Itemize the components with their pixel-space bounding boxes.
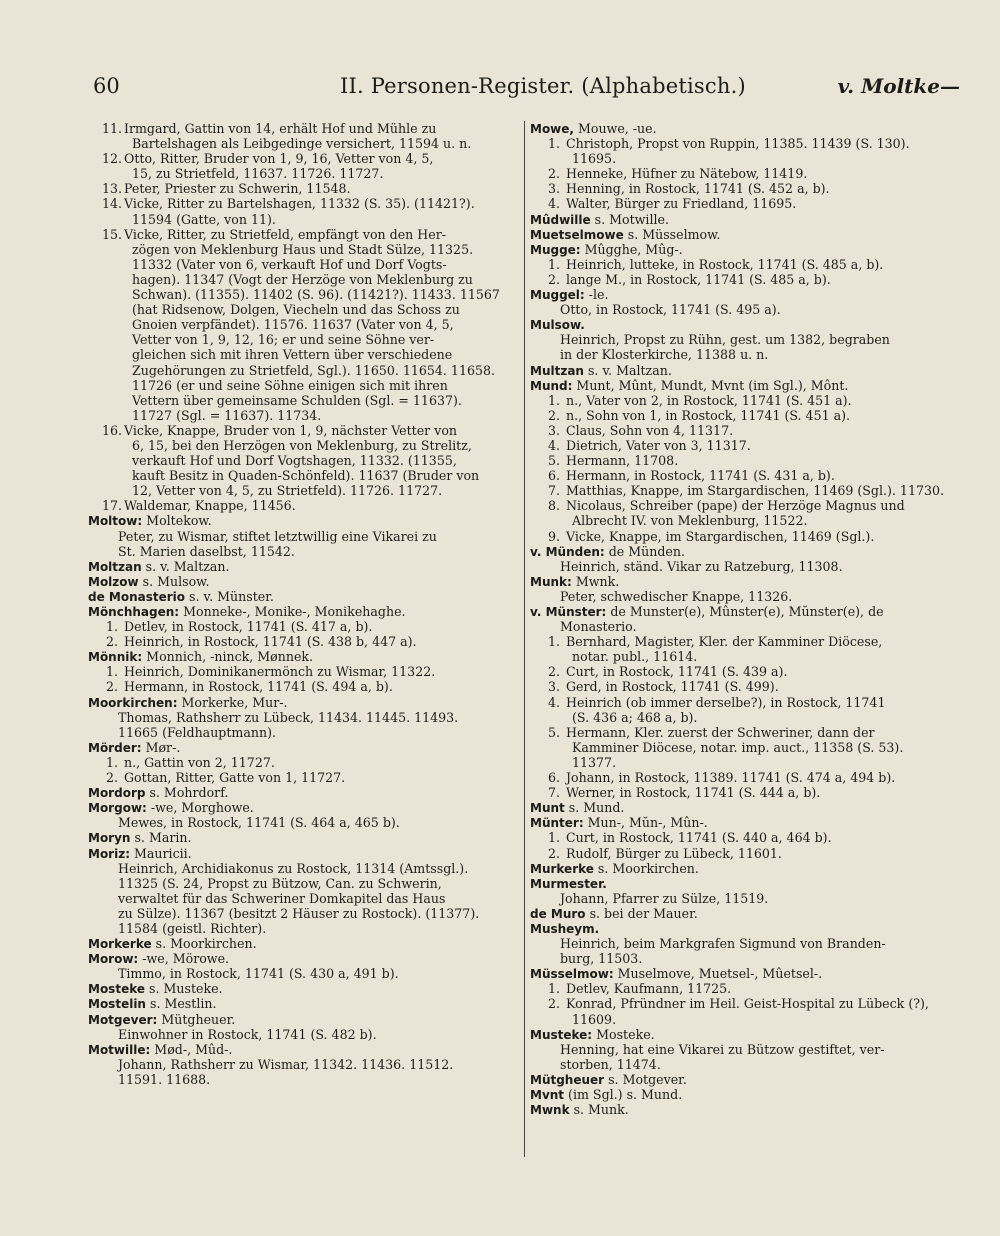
entry-text: Claus, Sohn von 4, 11317.: [566, 422, 734, 438]
person-entry: Monasterio.: [560, 619, 637, 635]
entry-text: Peter, Priester zu Schwerin, 11548.: [124, 181, 351, 197]
entry-text: Irmgard, Gattin von 14, erhält Hof und Mühle zu: [124, 121, 437, 136]
surname-variants: s. Mund.: [564, 800, 625, 816]
surname: v. Münster:: [530, 605, 607, 619]
entry-continuation: kauft Besitz in Quaden-Schönfeld). 11637 (Bruder von: [132, 468, 480, 484]
entry-number: 6.: [547, 770, 560, 786]
surname-heading: [88, 951, 518, 966]
surname-heading: [530, 966, 958, 981]
numbered-entry: [530, 679, 958, 694]
entry-number: 4.: [547, 196, 560, 212]
entry-number: 14.: [102, 196, 123, 212]
numbered-entry: [530, 996, 958, 1011]
surname-heading: [530, 1087, 958, 1102]
entry-text: Detlev, in Rostock, 11741 (S. 417 a, b).: [124, 619, 373, 635]
entry-number: 2.: [547, 664, 560, 680]
surname: Mvnt: [530, 1088, 565, 1102]
entry-continuation: Bartelshagen als Leibgedinge versichert, 11594 u. n.: [132, 136, 472, 152]
numbered-entry: [530, 830, 958, 845]
numbered-entry: [530, 981, 958, 996]
surname-heading: [88, 981, 518, 996]
surname: Muetselmowe: [530, 227, 624, 242]
left-column: [88, 121, 518, 1087]
surname-variants: Mûgghe, Mûg-.: [580, 241, 683, 257]
surname-variants: -we, Mörowe.: [138, 951, 230, 967]
entry-text: Vicke, Knappe, Bruder von 1, 9, nächster Vetter von: [124, 422, 458, 438]
surname-heading: [88, 800, 518, 815]
surname-heading: [530, 800, 958, 815]
surname-heading: [530, 574, 958, 589]
entry-number: 12.: [102, 151, 123, 167]
column-divider: [524, 121, 525, 1157]
numbered-entry: [530, 181, 958, 196]
person-entry: in der Klosterkirche, 11388 u. n.: [560, 347, 769, 363]
entry-number: 5.: [547, 453, 560, 469]
numbered-entry: [530, 257, 958, 272]
person-entry: burg, 11503.: [560, 951, 643, 967]
person-entry: Einwohner in Rostock, 11741 (S. 482 b).: [118, 1026, 377, 1042]
surname: Mordorp: [88, 786, 146, 801]
surname-variants: Muselmove, Muetsel-, Mûetsel-.: [613, 966, 823, 982]
right-column: [530, 121, 958, 1117]
entry-text: Detlev, Kaufmann, 11725.: [566, 981, 732, 997]
surname-variants: Monneke-, Monike-, Monikehaghe.: [179, 604, 406, 619]
surname-heading: [88, 936, 518, 951]
numbered-entry: [88, 664, 518, 679]
entry-number: 2.: [105, 679, 118, 695]
surname: Mwnk: [530, 1103, 570, 1118]
person-entry: Heinrich, Archidiakonus zu Rostock, 11314 (Amtssgl.).: [118, 860, 469, 876]
numbered-entry: [88, 619, 518, 634]
surname: Mostelin: [88, 997, 146, 1012]
entry-number: 15.: [102, 226, 123, 242]
person-entry: Heinrich, Propst zu Rühn, gest. um 1382, begraben: [560, 332, 890, 348]
numbered-entry: [88, 679, 518, 694]
surname-heading: [530, 544, 958, 559]
entry-text: Heinrich, lutteke, in Rostock, 11741 (S. 485 a, b).: [566, 256, 884, 272]
surname-variants: s. Marin.: [130, 830, 192, 846]
surname-variants: (im Sgl.) s. Mund.: [564, 1087, 683, 1102]
surname-variants: -we, Morghowe.: [146, 800, 254, 816]
entry-number: 17.: [102, 498, 123, 514]
surname-heading: [88, 649, 518, 664]
entry-text: Bernhard, Magister, Kler. der Kamminer Diöcese,: [566, 634, 883, 650]
surname-heading: [530, 906, 958, 921]
entry-continuation: 11609.: [572, 1011, 617, 1027]
person-entry: verwaltet für das Schweriner Domkapitel das Haus: [118, 890, 446, 906]
person-entry: Otto, in Rostock, 11741 (S. 495 a).: [560, 302, 781, 318]
entry-continuation: Vettern über gemeinsame Schulden (Sgl. = 11637).: [132, 392, 462, 408]
surname-variants: s. Müsselmow.: [623, 226, 721, 242]
entry-number: 1.: [547, 392, 560, 408]
person-entry: Peter, schwedischer Knappe, 11326.: [560, 588, 793, 604]
surname-heading: [88, 830, 518, 845]
person-entry: Heinrich, beim Markgrafen Sigmund von Branden-: [560, 936, 886, 952]
surname-variants: s. v. Maltzan.: [583, 362, 672, 378]
numbered-entry: [530, 408, 958, 423]
numbered-entry: [530, 423, 958, 438]
running-head: v. Moltke—: [837, 74, 960, 98]
entry-text: Rudolf, Bürger zu Lübeck, 11601.: [566, 845, 782, 861]
entry-text: Vicke, Knappe, im Stargardischen, 11469 (Sgl.).: [566, 528, 875, 544]
person-entry: St. Marien daselbst, 11542.: [118, 543, 295, 559]
surname: de Muro: [530, 906, 586, 921]
surname: Müsselmow:: [530, 967, 614, 982]
entry-continuation: Vetter von 1, 9, 12, 16; er und seine Söhne ver-: [132, 332, 435, 348]
surname: Musteke:: [530, 1027, 593, 1042]
entry-text: Walter, Bürger zu Friedland, 11695.: [566, 196, 797, 212]
surname-heading: [530, 1102, 958, 1117]
surname-heading: [530, 1027, 958, 1042]
entry-text: Waldemar, Knappe, 11456.: [124, 498, 296, 514]
numbered-entry: [530, 483, 958, 498]
entry-number: 2.: [105, 634, 118, 650]
surname-variants: Mør-.: [141, 739, 181, 755]
surname: Mönchhagen:: [88, 605, 180, 619]
entry-continuation: Kamminer Diöcese, notar. imp. auct., 11358 (S. 53).: [572, 739, 904, 755]
entry-number: 3.: [547, 181, 560, 197]
surname-variants: Mun-, Mŭn-, Mûn-.: [583, 815, 708, 831]
numbered-entry: [88, 770, 518, 785]
entry-text: Heinrich (ob immer derselbe?), in Rostock, 11741: [566, 694, 886, 710]
entry-text: Hermann, in Rostock, 11741 (S. 431 a, b).: [566, 468, 835, 484]
surname: Mulsow.: [530, 318, 585, 333]
entry-number: 2.: [547, 271, 560, 287]
numbered-entry: [530, 393, 958, 408]
entry-continuation: hagen). 11347 (Vogt der Herzöge von Meklenburg zu: [132, 271, 473, 287]
person-entry: zu Sülze). 11367 (besitzt 2 Häuser zu Rostock). (11377).: [118, 905, 480, 921]
entry-text: Henning, in Rostock, 11741 (S. 452 a, b).: [566, 181, 830, 197]
numbered-entry: [530, 664, 958, 679]
surname-heading: [88, 604, 518, 619]
person-entry: 11325 (S. 24, Propst zu Bützow, Can. zu Schwerin,: [118, 875, 442, 891]
person-entry: Peter, zu Wismar, stiftet letztwillig eine Vikarei zu: [118, 528, 437, 544]
numbered-entry: [88, 227, 518, 242]
surname-variants: de Münden.: [604, 543, 685, 559]
entry-continuation: 15, zu Strietfeld, 11637. 11726. 11727.: [132, 166, 384, 182]
surname-heading: [530, 604, 958, 619]
numbered-entry: [88, 423, 518, 438]
numbered-entry: [530, 166, 958, 181]
numbered-entry: [530, 498, 958, 513]
surname: de Monasterio: [88, 589, 186, 604]
surname: Mowe,: [530, 122, 574, 136]
surname-heading: [88, 846, 518, 861]
entry-continuation: 11332 (Vater von 6, verkauft Hof und Dorf Vogts-: [132, 256, 447, 272]
surname: Mörder:: [88, 740, 142, 755]
surname-variants: s. Moorkirchen.: [593, 860, 699, 876]
surname-heading: [530, 227, 958, 242]
surname-variants: de Munster(e), Mûnster(e), Mŭnster(e), de: [606, 604, 884, 619]
entry-text: lange M., in Rostock, 11741 (S. 485 a, b).: [566, 271, 831, 287]
surname: Motgever:: [88, 1012, 158, 1027]
surname-heading: [88, 785, 518, 800]
entry-text: Gerd, in Rostock, 11741 (S. 499).: [566, 679, 779, 695]
entry-continuation: 11726 (er und seine Söhne einigen sich mit ihren: [132, 377, 448, 393]
entry-text: Dietrich, Vater von 3, 11317.: [566, 437, 751, 453]
surname-variants: Munt, Mûnt, Mundt, Mvnt (im Sgl.), Mônt.: [572, 377, 849, 393]
numbered-entry: [530, 136, 958, 151]
entry-number: 1.: [547, 830, 560, 846]
surname-variants: Mwnk.: [571, 573, 620, 589]
surname-heading: [530, 378, 958, 393]
page-header: [0, 74, 1000, 104]
numbered-entry: [88, 121, 518, 136]
surname: Morkerke: [88, 937, 152, 952]
numbered-entry: [530, 468, 958, 483]
entry-continuation: (S. 436 a; 468 a, b).: [572, 709, 698, 725]
surname-heading: [88, 695, 518, 710]
surname-heading: [530, 815, 958, 830]
surname-variants: Moltekow.: [142, 513, 212, 529]
surname-variants: Mød-, Mûd-.: [150, 1041, 233, 1057]
entry-continuation: gleichen sich mit ihren Vettern über verschiedene: [132, 347, 453, 363]
entry-text: Heinrich, Dominikanermönch zu Wismar, 11322.: [124, 664, 436, 680]
surname-variants: Monnich, -ninck, Mønnek.: [142, 649, 314, 665]
entry-number: 1.: [105, 754, 118, 770]
entry-number: 1.: [105, 619, 118, 635]
surname-variants: s. Mulsow.: [138, 573, 210, 589]
surname-variants: s. Musteke.: [145, 981, 223, 997]
entry-number: 5.: [547, 724, 560, 740]
surname-variants: Mouwe, -ue.: [573, 121, 657, 136]
entry-text: Henneke, Hüfner zu Nätebow, 11419.: [566, 166, 808, 182]
entry-number: 4.: [547, 694, 560, 710]
entry-text: Vicke, Ritter, zu Strietfeld, empfängt von den Her-: [124, 226, 446, 242]
surname-variants: s. Munk.: [569, 1102, 629, 1118]
entry-continuation: Albrecht IV. von Meklenburg, 11522.: [572, 513, 808, 529]
entry-continuation: (hat Ridsenow, Dolgen, Viecheln und das Schoss zu: [132, 302, 460, 318]
entry-text: Heinrich, in Rostock, 11741 (S. 438 b, 447 a).: [124, 634, 417, 650]
person-entry: 11665 (Feldhauptmann).: [118, 724, 277, 740]
surname: Moorkirchen:: [88, 695, 178, 710]
entry-number: 6.: [547, 468, 560, 484]
surname-heading: [88, 1042, 518, 1057]
entry-text: Nicolaus, Schreiber (pape) der Herzöge Magnus und: [566, 498, 905, 514]
numbered-entry: [530, 196, 958, 211]
surname: Motwille:: [88, 1042, 151, 1057]
entry-text: Curt, in Rostock, 11741 (S. 439 a).: [566, 664, 788, 680]
numbered-entry: [88, 151, 518, 166]
entry-text: Hermann, Kler. zuerst der Schweriner, dann der: [566, 724, 875, 740]
surname: Moryn: [88, 831, 131, 846]
numbered-entry: [88, 755, 518, 770]
surname: Mugge:: [530, 242, 581, 257]
surname-variants: Morkerke, Mur-.: [177, 694, 288, 710]
entry-number: 16.: [102, 422, 123, 438]
person-entry: 11584 (geistl. Richter).: [118, 920, 267, 936]
entry-text: Hermann, in Rostock, 11741 (S. 494 a, b).: [124, 679, 393, 695]
surname: Mosteke: [88, 982, 145, 997]
surname-heading: [88, 740, 518, 755]
entry-text: n., Vater von 2, in Rostock, 11741 (S. 451 a).: [566, 392, 852, 408]
surname-heading: [88, 589, 518, 604]
surname: Moltow:: [88, 514, 143, 529]
entry-continuation: zögen von Meklenburg Haus und Stadt Sülze, 11325.: [132, 241, 474, 257]
person-entry: Johann, Rathsherr zu Wismar, 11342. 11436. 11512.: [118, 1056, 454, 1072]
entry-number: 7.: [547, 785, 560, 801]
entry-number: 7.: [547, 483, 560, 499]
entry-continuation: Gnoien verpfändet). 11576. 11637 (Vater von 4, 5,: [132, 317, 454, 333]
surname-variants: s. Motgever.: [604, 1071, 687, 1087]
entry-continuation: 12, Vetter von 4, 5, zu Strietfeld). 11726. 11727.: [132, 483, 443, 499]
person-entry: Johann, Pfarrer zu Sülze, 11519.: [560, 890, 769, 906]
surname: Munt: [530, 801, 565, 816]
surname: Molzow: [88, 574, 139, 589]
surname-heading: [88, 574, 518, 589]
surname-heading: [530, 363, 958, 378]
entry-number: 11.: [102, 121, 123, 136]
person-entry: storben, 11474.: [560, 1056, 661, 1072]
surname-heading: [530, 121, 958, 136]
entry-continuation: 11727 (Sgl. = 11637). 11734.: [132, 407, 322, 423]
entry-number: 1.: [547, 256, 560, 272]
entry-number: 8.: [547, 498, 560, 514]
numbered-entry: [530, 453, 958, 468]
surname-variants: Mauricii.: [130, 845, 192, 861]
entry-number: 1.: [547, 634, 560, 650]
surname-variants: s. v. Münster.: [185, 588, 274, 604]
surname: Multzan: [530, 363, 584, 378]
surname: Mund:: [530, 378, 573, 393]
surname-heading: [88, 559, 518, 574]
surname: v. Münden:: [530, 544, 605, 559]
surname-variants: s. Motwille.: [590, 211, 669, 227]
surname: Morgow:: [88, 801, 147, 816]
entry-text: Curt, in Rostock, 11741 (S. 440 a, 464 b).: [566, 830, 832, 846]
surname-variants: s. Mestlin.: [145, 996, 217, 1012]
entry-continuation: 11377.: [572, 754, 617, 770]
surname-heading: [530, 861, 958, 876]
person-entry: Heinrich, ständ. Vikar zu Ratzeburg, 11308.: [560, 558, 843, 574]
surname-heading: [88, 513, 518, 528]
person-entry: Timmo, in Rostock, 11741 (S. 430 a, 491 b).: [118, 966, 399, 982]
numbered-entry: [530, 770, 958, 785]
surname: Musheym.: [530, 921, 600, 936]
numbered-entry: [88, 634, 518, 649]
person-entry: Thomas, Rathsherr zu Lübeck, 11434. 11445. 11493.: [118, 709, 459, 725]
numbered-entry: [88, 196, 518, 211]
entry-text: Otto, Ritter, Bruder von 1, 9, 16, Vetter von 4, 5,: [124, 151, 434, 167]
entry-text: Konrad, Pfründner im Heil. Geist-Hospital zu Lübeck (?),: [566, 996, 929, 1012]
entry-text: Christoph, Propst von Ruppin, 11385. 11439 (S. 130).: [566, 136, 910, 152]
surname-variants: s. Moorkirchen.: [151, 936, 257, 952]
entry-number: 1.: [547, 136, 560, 152]
numbered-entry: [88, 181, 518, 196]
entry-number: 3.: [547, 422, 560, 438]
surname-heading: [530, 876, 958, 891]
numbered-entry: [530, 695, 958, 710]
surname-heading: [530, 1072, 958, 1087]
surname-heading: [530, 921, 958, 936]
surname: Moriz:: [88, 846, 130, 861]
entry-text: Hermann, 11708.: [566, 453, 679, 469]
surname-heading: [530, 317, 958, 332]
entry-text: Werner, in Rostock, 11741 (S. 444 a, b).: [566, 785, 821, 801]
surname: Münter:: [530, 816, 584, 831]
surname: Munk:: [530, 574, 572, 589]
surname: Mûdwille: [530, 212, 591, 227]
entry-number: 2.: [547, 407, 560, 423]
entry-text: n., Gattin von 2, 11727.: [124, 754, 275, 770]
surname-variants: -le.: [584, 287, 609, 303]
surname-heading: [530, 212, 958, 227]
surname-heading: [88, 1012, 518, 1027]
entry-continuation: Zugehörungen zu Strietfeld, Sgl.). 11650. 11654. 11658.: [132, 362, 495, 378]
surname-variants: Mosteke.: [592, 1026, 655, 1042]
numbered-entry: [530, 785, 958, 800]
surname-variants: s. v. Maltzan.: [141, 558, 230, 574]
entry-number: 2.: [547, 996, 560, 1012]
surname: Mütgheuer: [530, 1072, 605, 1087]
page-number: 60: [93, 74, 120, 98]
entry-continuation: notar. publ., 11614.: [572, 649, 698, 665]
surname: Mönnik:: [88, 650, 143, 665]
entry-text: Matthias, Knappe, im Stargardischen, 11469 (Sgl.). 11730.: [566, 483, 945, 499]
numbered-entry: [88, 498, 518, 513]
entry-continuation: Schwan). (11355). 11402 (S. 96). (11421?). 11433. 11567: [132, 287, 500, 303]
page-title: II. Personen-Register. (Alphabetisch.): [340, 74, 746, 98]
surname-variants: s. bei der Mauer.: [585, 905, 698, 921]
numbered-entry: [530, 529, 958, 544]
entry-text: Vicke, Ritter zu Bartelshagen, 11332 (S. 35). (11421?).: [124, 196, 475, 212]
surname-variants: s. Mohrdorf.: [145, 785, 229, 801]
surname-heading: [530, 287, 958, 302]
entry-number: 4.: [547, 437, 560, 453]
person-entry: Mewes, in Rostock, 11741 (S. 464 a, 465 b).: [118, 815, 400, 831]
surname: Murmester.: [530, 876, 607, 891]
numbered-entry: [530, 725, 958, 740]
entry-continuation: 11695.: [572, 151, 617, 167]
surname: Muggel:: [530, 288, 585, 303]
entry-number: 2.: [547, 166, 560, 182]
entry-number: 2.: [105, 770, 118, 786]
entry-number: 2.: [547, 845, 560, 861]
entry-continuation: 11594 (Gatte, von 11).: [132, 211, 276, 227]
entry-text: Johann, in Rostock, 11389. 11741 (S. 474 a, 494 b).: [566, 770, 896, 786]
surname: Moltzan: [88, 559, 142, 574]
surname: Morow:: [88, 952, 139, 967]
entry-continuation: 6, 15, bei den Herzögen von Meklenburg, zu Strelitz,: [132, 437, 472, 453]
surname-heading: [88, 996, 518, 1011]
numbered-entry: [530, 846, 958, 861]
surname-heading: [530, 242, 958, 257]
entry-text: Gottan, Ritter, Gatte von 1, 11727.: [124, 770, 346, 786]
numbered-entry: [530, 634, 958, 649]
entry-continuation: verkauft Hof und Dorf Vogtshagen, 11332. (11355,: [132, 453, 457, 469]
entry-number: 13.: [102, 181, 123, 197]
numbered-entry: [530, 272, 958, 287]
entry-number: 1.: [105, 664, 118, 680]
entry-number: 9.: [547, 528, 560, 544]
entry-number: 3.: [547, 679, 560, 695]
entry-number: 1.: [547, 981, 560, 997]
entry-text: n., Sohn von 1, in Rostock, 11741 (S. 451 a).: [566, 407, 851, 423]
surname: Murkerke: [530, 861, 594, 876]
person-entry: 11591. 11688.: [118, 1071, 211, 1087]
surname-variants: Mütgheuer.: [157, 1011, 236, 1027]
person-entry: Henning, hat eine Vikarei zu Bützow gestiftet, ver-: [560, 1041, 885, 1057]
numbered-entry: [530, 438, 958, 453]
